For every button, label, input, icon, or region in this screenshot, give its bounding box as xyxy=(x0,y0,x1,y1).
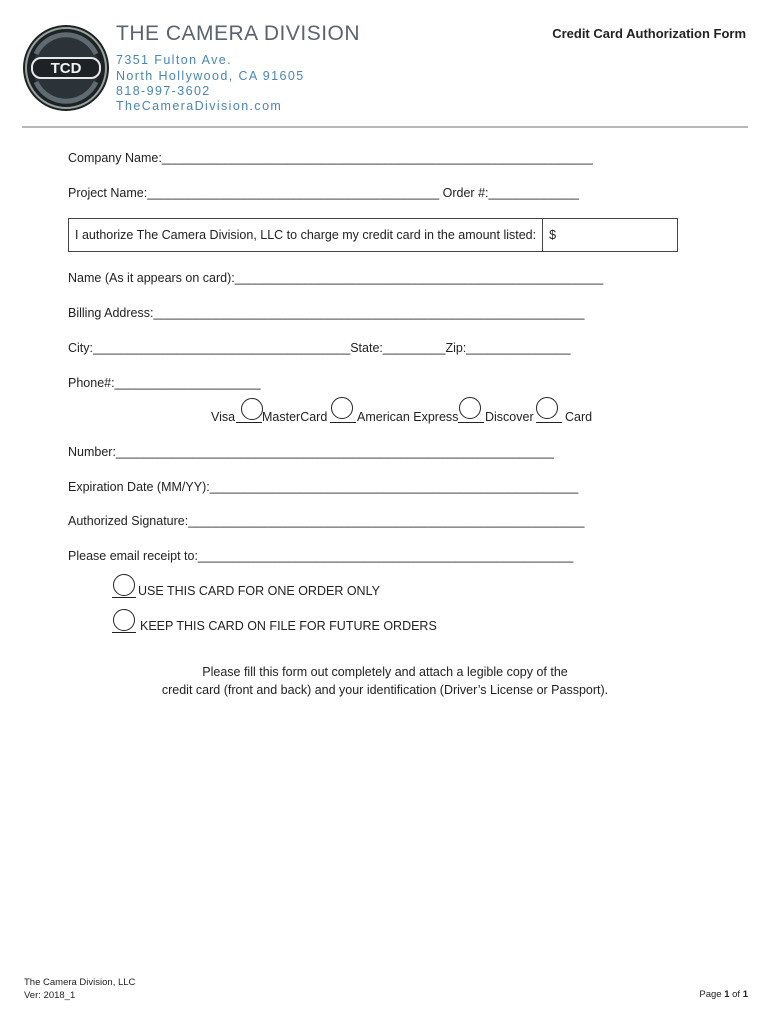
card-type-visa-label: Visa xyxy=(211,410,236,424)
page-total: 1 xyxy=(742,989,748,1000)
instructions-line-1: Please fill this form out completely and attach a legible copy of the xyxy=(202,665,568,679)
card-suffix-label: Card xyxy=(565,410,593,424)
amex-radio[interactable] xyxy=(459,397,481,419)
on-file-label: KEEP THIS CARD ON FILE FOR FUTURE ORDERS xyxy=(140,619,437,633)
logo-text: TCD xyxy=(50,60,82,77)
amount-field[interactable]: $ xyxy=(549,228,557,242)
mastercard-radio[interactable] xyxy=(331,397,353,419)
project-name-field[interactable]: Project Name:__________________________________________ Order #:_____________ xyxy=(68,186,579,200)
footer-version: Ver: 2018_1 xyxy=(24,990,76,1001)
authorized-signature-field[interactable]: Authorized Signature:_________________________________________________________ xyxy=(68,514,585,528)
phone-field[interactable]: Phone#:_____________________ xyxy=(68,376,261,390)
city-state-zip-field[interactable]: City:_____________________________________State:_________Zip:_______________ xyxy=(68,341,571,355)
card-type-discover-label: Discover xyxy=(485,410,534,424)
company-logo xyxy=(22,24,110,112)
page-current: 1 xyxy=(724,989,730,1000)
authorization-text: I authorize The Camera Division, LLC to charge my credit card in the amount listed: xyxy=(69,219,543,251)
billing-address-field[interactable]: Billing Address:______________________________________________________________ xyxy=(68,306,585,320)
expiration-date-field[interactable]: Expiration Date (MM/YY):_____________________________________________________ xyxy=(68,480,579,494)
instructions-line-2: credit card (front and back) and your identification (Driver’s License or Passport). xyxy=(161,683,609,697)
one-order-label: USE THIS CARD FOR ONE ORDER ONLY xyxy=(138,584,380,598)
company-phone: 818-997-3602 xyxy=(116,84,211,98)
company-name: THE CAMERA DIVISION xyxy=(116,22,361,45)
discover-radio[interactable] xyxy=(536,397,558,419)
page-of: of xyxy=(729,989,743,1000)
form-title: Credit Card Authorization Form xyxy=(552,26,746,41)
authorization-box xyxy=(68,218,678,252)
card-type-mastercard-label: MasterCard xyxy=(262,410,328,424)
footer-company: The Camera Division, LLC xyxy=(24,977,136,988)
email-receipt-field[interactable]: Please email receipt to:______________________________________________________ xyxy=(68,549,574,563)
company-website[interactable]: TheCameraDivision.com xyxy=(116,99,283,113)
name-on-card-field[interactable]: Name (As it appears on card):_____________________________________________________ xyxy=(68,271,604,285)
header-divider xyxy=(22,126,748,128)
visa-radio[interactable] xyxy=(241,398,263,420)
one-order-radio[interactable] xyxy=(113,574,135,596)
company-name-field[interactable]: Company Name:______________________________________________________________ xyxy=(68,151,593,165)
page-prefix: Page xyxy=(699,989,725,1000)
address-street: 7351 Fulton Ave. xyxy=(116,53,232,67)
page-number xyxy=(699,989,748,1000)
card-type-amex-label: American Express xyxy=(357,410,459,424)
card-number-field[interactable]: Number:_______________________________________________________________ xyxy=(68,445,554,459)
address-city: North Hollywood, CA 91605 xyxy=(116,69,305,83)
on-file-radio[interactable] xyxy=(113,609,135,631)
